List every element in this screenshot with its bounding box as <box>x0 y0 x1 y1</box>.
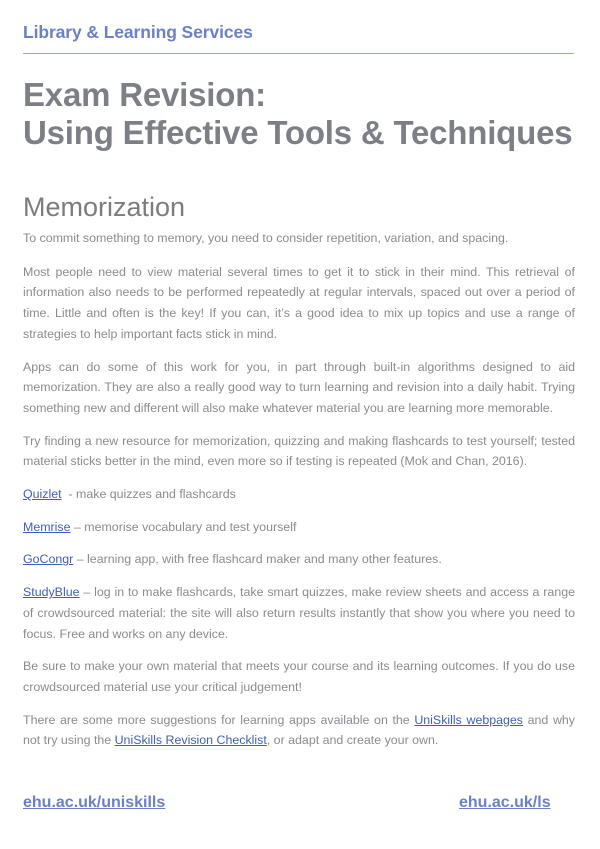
tool-description: – learning app, with free flashcard maker and many other features. <box>73 552 442 567</box>
closing-text: and why not try using the <box>23 712 575 748</box>
closing-text: , or adapt and create your own. <box>266 733 439 748</box>
uniskills-webpages-link[interactable]: UniSkills webpages <box>414 712 523 727</box>
title-line-1: Exam Revision: <box>23 76 266 113</box>
tool-item-memrise <box>23 517 575 538</box>
page-title <box>23 76 572 152</box>
advice-paragraph: Be sure to make your own material that meets your course and its learning outcomes. If you do use crowdsourced material use your critical judgement! <box>23 659 575 694</box>
closing-paragraph <box>23 710 575 751</box>
section-heading: Memorization <box>23 192 186 222</box>
title-line-2: Using Effective Tools & Techniques <box>23 114 573 151</box>
footer-uniskills-link[interactable]: ehu.ac.uk/uniskills <box>23 794 166 811</box>
paragraph: Apps can do some of this work for you, in part through built-in algorithms designed to aid memorization. They are also a really good way to turn learning and revision into a daily habit. Trying something new and different will also make whatever material you are learning more memorable. <box>23 359 575 415</box>
header-divider <box>23 53 574 54</box>
section-content <box>23 228 575 763</box>
paragraph: Most people need to view material several times to get it to stick in their mind. This retrieval of information also needs to be performed repeatedly at regular intervals, spaced out over a period of time. Little and often is the key! If you can, it’s a good idea to mix up topics and use a range of strategies to help important facts stick in mind. <box>23 264 575 341</box>
tool-description: - make quizzes and flashcards <box>61 487 236 502</box>
studyblue-link[interactable]: StudyBlue <box>23 585 80 600</box>
closing-text: There are some more suggestions for learning apps available on the <box>23 712 415 727</box>
gocongr-link[interactable]: GoCongr <box>23 552 74 567</box>
revision-checklist-link[interactable]: UniSkills Revision Checklist <box>114 733 267 748</box>
organization-header: Library & Learning Services <box>23 22 253 42</box>
tool-item-gocongr <box>23 549 575 570</box>
paragraph: Try finding a new resource for memorization, quizzing and making flashcards to test yourself; tested material sticks better in the mind, even more so if testing is repeated (Mok and Chan, 2016). <box>23 433 575 469</box>
tool-item-studyblue <box>23 582 575 644</box>
tool-description: – log in to make flashcards, take smart quizzes, make review sheets and access a range of crowdsourced material: the site will also return results instantly that show you where you need to focus. Free and works on any device. <box>23 585 575 641</box>
tool-description: – memorise vocabulary and test yourself <box>70 519 297 534</box>
memrise-link[interactable]: Memrise <box>23 519 71 534</box>
footer-ls-link[interactable]: ehu.ac.uk/ls <box>459 794 551 811</box>
quizlet-link[interactable]: Quizlet <box>23 487 62 502</box>
tool-item-quizlet <box>23 484 575 505</box>
intro-paragraph: To commit something to memory, you need to consider repetition, variation, and spacing. <box>23 231 509 245</box>
